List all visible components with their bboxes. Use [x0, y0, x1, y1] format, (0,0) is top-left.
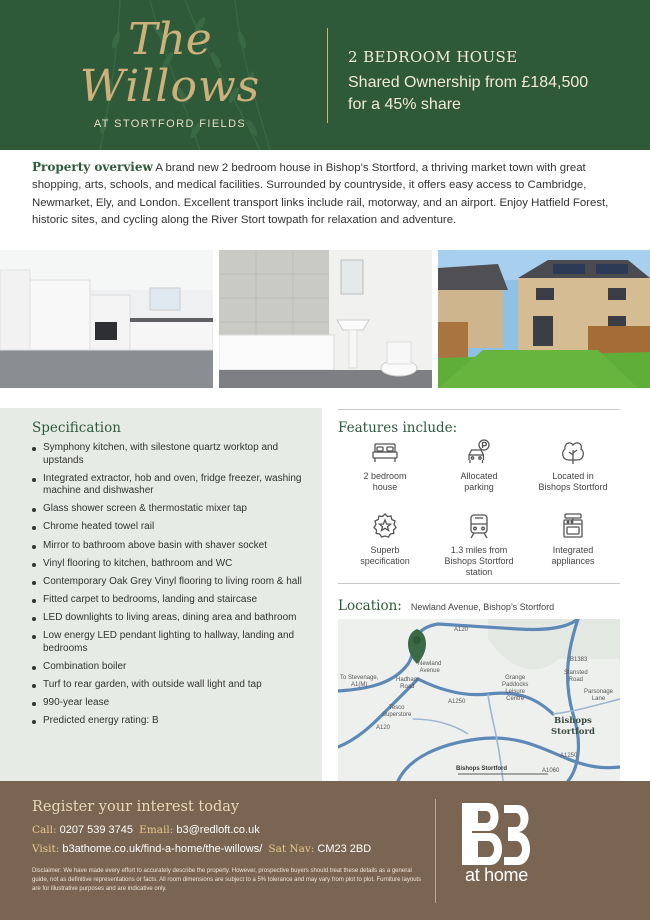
map-label-hadham-line: Hadham: [396, 677, 419, 683]
email-address[interactable]: b3@redloft.co.uk: [176, 824, 260, 836]
price-line: Shared Ownership from £184,500: [348, 74, 589, 91]
map-label-grange: [502, 675, 528, 703]
email-label: Email:: [139, 824, 174, 836]
appliances-icon: [559, 512, 587, 540]
parking-icon: [465, 438, 493, 466]
specification-panel: [0, 408, 322, 781]
specification-list: [32, 442, 304, 728]
feature-line: 1.3 miles from: [450, 545, 508, 555]
footer-divider: [435, 799, 436, 903]
star-badge-icon: [371, 512, 399, 540]
map-label-parsonage: [584, 689, 613, 703]
feature-station: [432, 512, 526, 578]
phone-number[interactable]: 0207 539 3745: [59, 824, 134, 836]
map-label-hadham: [396, 677, 419, 691]
disclaimer-text: Disclaimer: We have made every effort to accurately describe the property. However, prospective buyers should treat these details as a general guide, not as definitive representations or facts. All room dimensions are subject to a 5% tolerance and may vary from plot to plot. Furniture layouts are for illustrative purposes and are indicative only.: [32, 868, 422, 892]
map-label-newland-line: Newland: [418, 661, 442, 667]
map-label-tesco-line: Tesco: [388, 705, 405, 711]
specification-title: Specification: [32, 420, 121, 436]
feature-parking: [432, 438, 526, 493]
map-label-leisure-line: Leisure: [505, 689, 526, 695]
map-label-a1m-line: A1(M): [351, 682, 368, 688]
tree-icon: [559, 438, 587, 466]
map-label-bishops-line: Bishops: [554, 716, 592, 726]
location-heading: [338, 595, 554, 614]
feature-line: Bishops Stortford: [444, 556, 514, 566]
logo-willows: Willows: [79, 61, 261, 112]
logo-the: The: [128, 14, 212, 65]
map-label-bishops-stortford: [551, 716, 595, 738]
feature-line: Superb: [370, 545, 400, 555]
register-heading: Register your interest today: [32, 799, 240, 815]
spec-item: Glass shower screen & thermostatic mixer tap: [32, 503, 304, 516]
spec-item: Symphony kitchen, with silestone quartz worktop and upstands: [32, 442, 304, 467]
feature-line: house: [372, 482, 398, 492]
feature-line: 2 bedroom: [363, 471, 407, 481]
location-address: Newland Avenue, Bishop’s Stortford: [410, 602, 555, 612]
map-label-grange-line: Grange: [505, 675, 526, 681]
map-label-stansted-line: Stansted: [564, 670, 588, 676]
map-label-stortford-line: Stortford: [551, 727, 595, 737]
kitchen-photo: [0, 250, 213, 388]
location-title: Location:: [338, 598, 402, 614]
spec-item: Vinyl flooring to kitchen, bathroom and WC: [32, 558, 304, 571]
spec-item: LED downlights to living areas, dining area and bathroom: [32, 612, 304, 625]
map-label-a1250-south: A1250: [560, 753, 578, 759]
feature-line: station: [465, 567, 493, 577]
map-label-parsonage-line: Parsonage: [584, 689, 614, 695]
website-link[interactable]: b3athome.co.uk/find-a-home/the-willows/: [62, 843, 263, 855]
feature-line: Allocated: [460, 471, 498, 481]
b3-logo-icon: [458, 801, 538, 905]
map-label-lane-line: Lane: [591, 696, 606, 702]
map-label-newland: [418, 661, 441, 675]
map-label-avenue-line: Avenue: [419, 668, 440, 674]
feature-location: [526, 438, 620, 493]
features-divider-bottom: [338, 583, 620, 584]
spec-item: Turf to rear garden, with outside wall light and tap: [32, 679, 304, 692]
spec-item: Integrated extractor, hob and oven, fridge freezer, washing machine and dishwasher: [32, 473, 304, 498]
header-info: [348, 48, 588, 116]
map-label-stansted-road-line: Road: [568, 677, 584, 683]
map-label-a1060: A1060: [542, 768, 560, 774]
map-label-a120-west: A120: [376, 725, 391, 731]
feature-line: appliances: [551, 556, 595, 566]
feature-appliances: [526, 512, 620, 567]
postcode: CM23 2BD: [317, 843, 372, 855]
feature-line: Located in: [552, 471, 594, 481]
map-label-a120: A120: [454, 627, 469, 633]
property-type: 2 BEDROOM HOUSE: [348, 48, 518, 66]
contact-line-call: [32, 824, 260, 836]
share-line: for a 45% share: [348, 96, 461, 113]
bed-icon: [371, 438, 399, 466]
map-label-stevenage-line: To Stevenage,: [340, 675, 379, 681]
spec-item: Contemporary Oak Grey Vinyl flooring to living room & hall: [32, 576, 304, 589]
spec-item: Fitted carpet to bedrooms, landing and staircase: [32, 594, 304, 607]
the-willows-logo: [40, 14, 300, 130]
brand-name: at home: [465, 865, 528, 885]
header-divider: [327, 28, 328, 123]
map-label-a1250: A1250: [448, 699, 466, 705]
location-map: [338, 619, 620, 781]
header-banner: [0, 0, 650, 150]
features-divider: [338, 409, 620, 410]
feature-bedrooms: [338, 438, 432, 493]
map-label-paddocks-line: Paddocks: [502, 682, 529, 688]
feature-line: Integrated: [552, 545, 594, 555]
map-label-centre-line: Centre: [506, 696, 525, 702]
logo-subtitle: AT STORTFORD FIELDS: [93, 118, 247, 130]
map-label-road-line: Road: [400, 684, 415, 690]
property-overview: [32, 159, 622, 229]
spec-item: 990-year lease: [32, 697, 304, 710]
call-label: Call:: [32, 824, 57, 836]
spec-item: Predicted energy rating: B: [32, 715, 304, 728]
bathroom-photo: [219, 250, 432, 388]
overview-label: Property overview: [32, 160, 153, 174]
exterior-photo: [438, 250, 650, 388]
features-title: Features include:: [338, 420, 458, 436]
map-label-stevenage: [340, 675, 378, 689]
spec-item: Low energy LED pendant lighting to hallway, landing and bedrooms: [32, 630, 304, 655]
spec-item: Mirror to bathroom above basin with shaver socket: [32, 540, 304, 553]
footer: [0, 781, 650, 920]
feature-line: parking: [464, 482, 494, 492]
visit-label: Visit:: [32, 843, 60, 855]
spec-item: Chrome heated towel rail: [32, 521, 304, 534]
overview-text: A brand new 2 bedroom house in Bishop’s Stortford, a thriving market town with great shopping, arts, schools, and medical facilities. Surrounded by countryside, it offers easy access to Cambridge, Newmarket, Ely, and London. Excellent transport links include rail, motorway, and an airport. Enjoy Hatfield Forest, historic sites, and cycling along the River Stort towpath for relaxation and adventure.: [32, 162, 609, 226]
map-label-stansted: [564, 670, 588, 684]
satnav-label: Sat Nav:: [268, 843, 315, 855]
train-icon: [465, 512, 493, 540]
map-label-b1383: B1383: [570, 657, 588, 663]
feature-specification: [338, 512, 432, 567]
contact-line-visit: [32, 843, 371, 855]
map-label-tesco: [382, 705, 411, 719]
map-graphic: [338, 619, 620, 781]
spec-item: Combination boiler: [32, 661, 304, 674]
map-label-station: Bishops Stortford: [456, 766, 507, 772]
feature-line: specification: [360, 556, 410, 566]
feature-line: Bishops Stortford: [538, 482, 608, 492]
map-label-superstore-line: Superstore: [382, 712, 412, 718]
